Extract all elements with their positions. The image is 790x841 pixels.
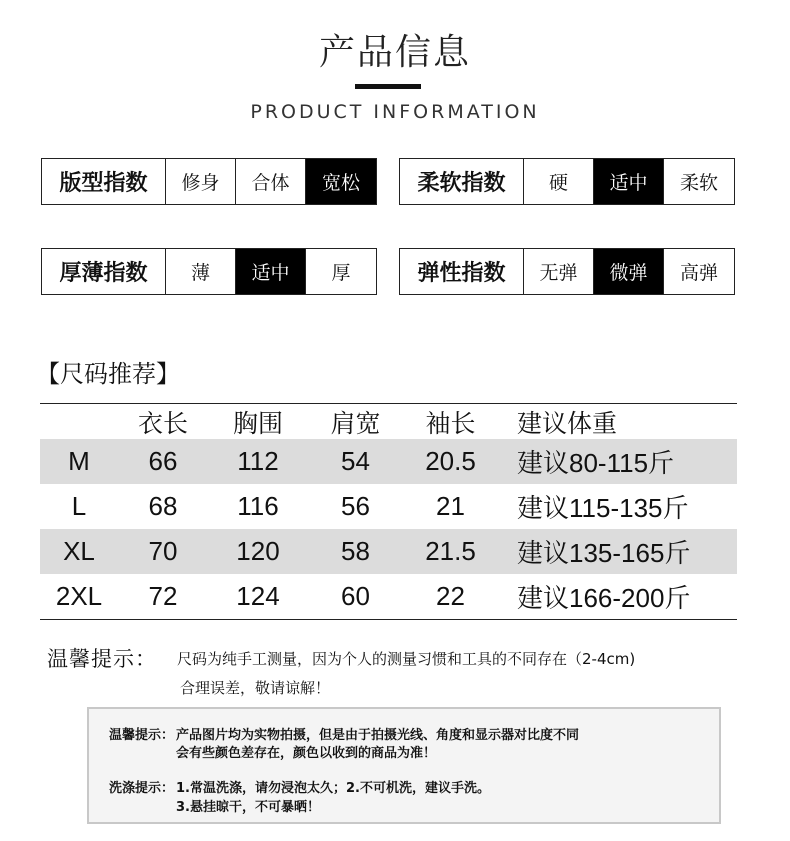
index-option: 柔软 bbox=[679, 172, 718, 194]
size-table bbox=[40, 403, 737, 620]
index-panel bbox=[399, 158, 735, 205]
size-section-title: 【尺码推荐】 bbox=[36, 360, 180, 388]
index-option: 适中 bbox=[594, 159, 664, 204]
index-option: 高弹 bbox=[679, 262, 718, 284]
tip-label: 温馨提示： bbox=[47, 647, 157, 671]
title-underline bbox=[355, 84, 421, 89]
tip-text-line1: 尺码为纯手工测量，因为个人的测量习惯和工具的不同存在（2-4cm) bbox=[177, 650, 636, 668]
index-option: 合体 bbox=[236, 159, 306, 204]
table-row bbox=[40, 439, 737, 484]
index-panel bbox=[399, 248, 735, 295]
table-cell: 124 bbox=[236, 581, 280, 611]
table-cell: 112 bbox=[237, 446, 279, 476]
table-cell: 衣长 bbox=[137, 408, 188, 438]
table-cell: 22 bbox=[436, 581, 465, 611]
index-option: 适中 bbox=[236, 249, 306, 294]
index-panel bbox=[41, 158, 377, 205]
wash-note-label: 洗涤提示： bbox=[109, 781, 175, 796]
table-row bbox=[40, 529, 737, 574]
table-cell: 56 bbox=[341, 491, 370, 521]
wash-note-line1: 1.常温洗涤，请勿浸泡太久；2.不可机洗，建议手洗。 bbox=[176, 781, 490, 796]
table-cell: 120 bbox=[236, 536, 280, 566]
table-cell: 54 bbox=[341, 446, 370, 476]
table-cell: 116 bbox=[237, 491, 279, 521]
table-cell: 20.5 bbox=[425, 446, 476, 476]
index-label: 厚薄指数 bbox=[42, 249, 166, 294]
index-label: 版型指数 bbox=[42, 159, 166, 204]
table-cell: 58 bbox=[341, 536, 370, 566]
index-label: 弹性指数 bbox=[400, 249, 524, 294]
table-cell: L bbox=[71, 491, 87, 521]
table-cell: 建议体重 bbox=[517, 408, 618, 438]
page-subtitle: PRODUCT INFORMATION bbox=[250, 101, 540, 123]
table-cell: 66 bbox=[148, 446, 178, 476]
table-cell: 建议80-115斤 bbox=[517, 448, 675, 478]
table-cell: 60 bbox=[341, 581, 370, 611]
table-cell: 70 bbox=[148, 536, 178, 566]
table-cell: 建议115-135斤 bbox=[517, 493, 689, 523]
index-option: 宽松 bbox=[306, 159, 376, 204]
table-cell: 2XL bbox=[55, 581, 103, 611]
tip-text-line2: 合理误差，敬请谅解！ bbox=[180, 679, 331, 697]
table-cell: 21.5 bbox=[425, 536, 476, 566]
table-cell: 建议166-200斤 bbox=[517, 583, 691, 613]
table-cell: M bbox=[68, 446, 90, 476]
table-cell: 袖长 bbox=[425, 408, 476, 438]
table-row bbox=[40, 574, 737, 619]
wash-note-line2: 3.悬挂晾干，不可暴晒！ bbox=[176, 800, 320, 815]
table-cell: 68 bbox=[148, 491, 178, 521]
notes-box bbox=[87, 707, 721, 824]
page-title: 产品信息 bbox=[318, 32, 471, 73]
table-cell: 21 bbox=[436, 491, 465, 521]
index-option: 薄 bbox=[166, 249, 236, 294]
table-cell: 建议135-165斤 bbox=[517, 538, 691, 568]
color-note-label: 温馨提示： bbox=[109, 728, 175, 743]
color-note-line2: 会有些颜色差存在，颜色以收到的商品为准！ bbox=[176, 746, 437, 761]
table-cell: 72 bbox=[148, 581, 178, 611]
table-cell: 肩宽 bbox=[330, 408, 381, 438]
color-note-line1: 产品图片均为实物拍摄，但是由于拍摄光线、角度和显示器对比度不同 bbox=[176, 728, 580, 743]
index-option: 厚 bbox=[331, 262, 351, 284]
index-panel bbox=[41, 248, 377, 295]
index-option: 无弹 bbox=[524, 249, 594, 294]
index-option: 微弹 bbox=[594, 249, 664, 294]
table-cell: 胸围 bbox=[232, 408, 283, 438]
table-cell: XL bbox=[63, 536, 95, 566]
index-option: 硬 bbox=[524, 159, 594, 204]
table-header-row bbox=[40, 404, 737, 439]
index-label: 柔软指数 bbox=[400, 159, 524, 204]
table-row bbox=[40, 484, 737, 529]
index-option: 修身 bbox=[166, 159, 236, 204]
